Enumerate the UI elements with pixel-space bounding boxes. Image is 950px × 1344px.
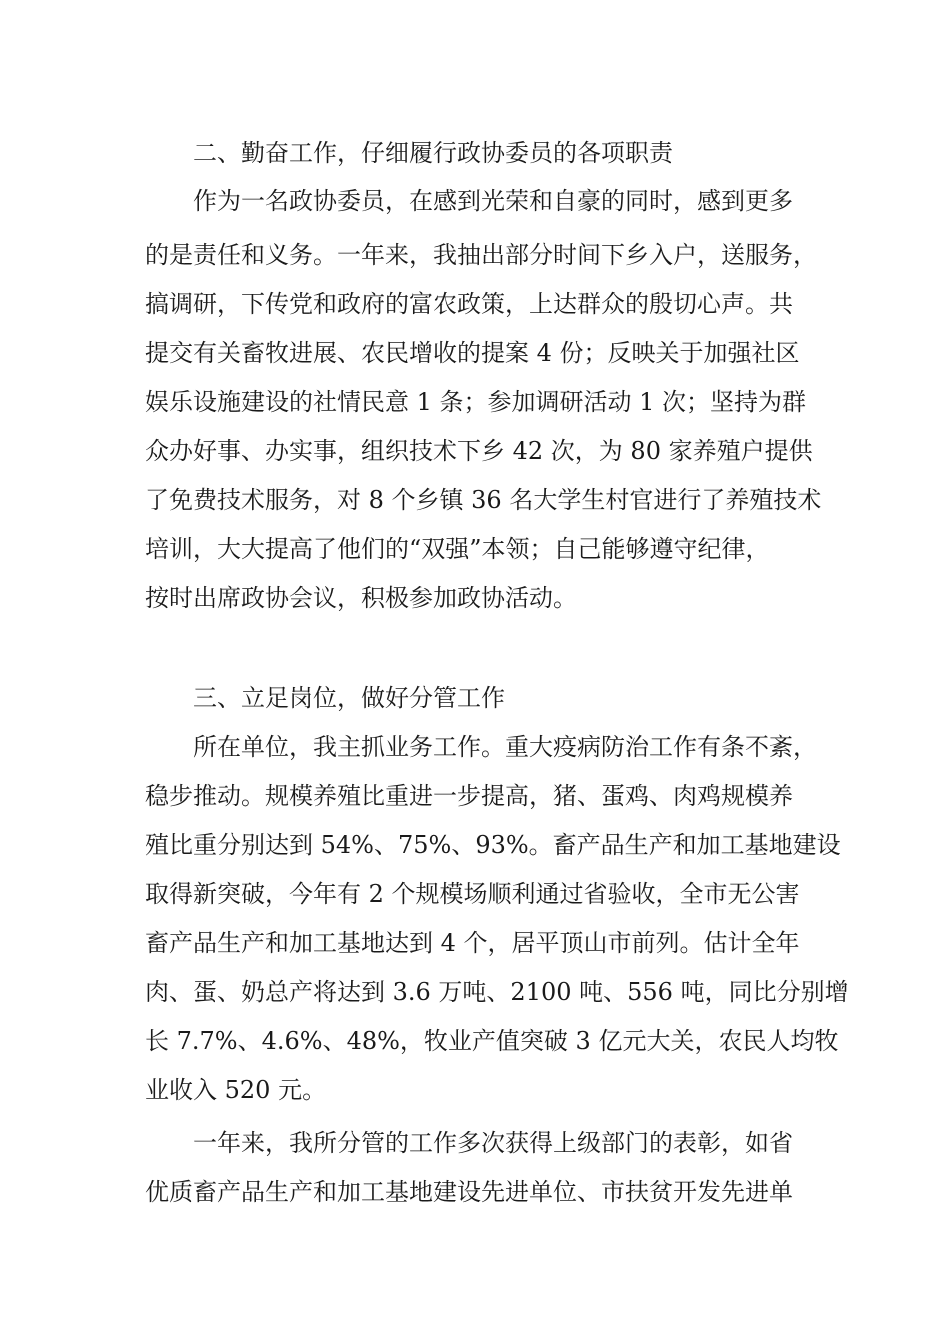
paragraph-line: 一年来，我所分管的工作多次获得上级部门的表彰，如省 xyxy=(193,1129,793,1157)
paragraph-line: 殖比重分别达到 54%、75%、93%。畜产品生产和加工基地建设 xyxy=(145,831,841,859)
paragraph-line: 长 7.7%、4.6%、48%，牧业产值突破 3 亿元大关，农民人均牧 xyxy=(145,1027,839,1055)
paragraph-line: 肉、蛋、奶总产将达到 3.6 万吨、2100 吨、556 吨，同比分别增 xyxy=(145,978,849,1006)
section-heading: 二、勤奋工作，仔细履行政协委员的各项职责 xyxy=(193,139,673,167)
paragraph-line: 优质畜产品生产和加工基地建设先进单位、市扶贫开发先进单 xyxy=(145,1178,793,1206)
paragraph-line: 娱乐设施建设的社情民意 1 条；参加调研活动 1 次；坚持为群 xyxy=(145,388,807,416)
paragraph-line: 取得新突破，今年有 2 个规模场顺利通过省验收，全市无公害 xyxy=(145,880,800,908)
paragraph-line: 培训，大大提高了他们的“双强”本领；自己能够遵守纪律， xyxy=(145,535,770,563)
paragraph-line: 业收入 520 元。 xyxy=(145,1076,327,1104)
paragraph-line: 提交有关畜牧进展、农民增收的提案 4 份；反映关于加强社区 xyxy=(145,339,800,367)
section-heading: 三、立足岗位，做好分管工作 xyxy=(193,684,505,712)
paragraph-line: 的是责任和义务。一年来，我抽出部分时间下乡入户，送服务， xyxy=(145,241,817,269)
paragraph-line: 畜产品生产和加工基地达到 4 个，居平顶山市前列。估计全年 xyxy=(145,929,800,957)
paragraph-line: 作为一名政协委员，在感到光荣和自豪的同时，感到更多 xyxy=(193,187,793,215)
paragraph-line: 按时出席政协会议，积极参加政协活动。 xyxy=(145,584,577,612)
paragraph-line: 搞调研，下传党和政府的富农政策，上达群众的殷切心声。共 xyxy=(145,290,793,318)
paragraph-line: 了免费技术服务，对 8 个乡镇 36 名大学生村官进行了养殖技术 xyxy=(145,486,822,514)
paragraph-line: 所在单位，我主抓业务工作。重大疫病防治工作有条不紊， xyxy=(193,733,817,761)
paragraph-line: 稳步推动。规模养殖比重进一步提高，猪、蛋鸡、肉鸡规模养 xyxy=(145,782,793,810)
paragraph-line: 众办好事、办实事，组织技术下乡 42 次，为 80 家养殖户提供 xyxy=(145,437,813,465)
